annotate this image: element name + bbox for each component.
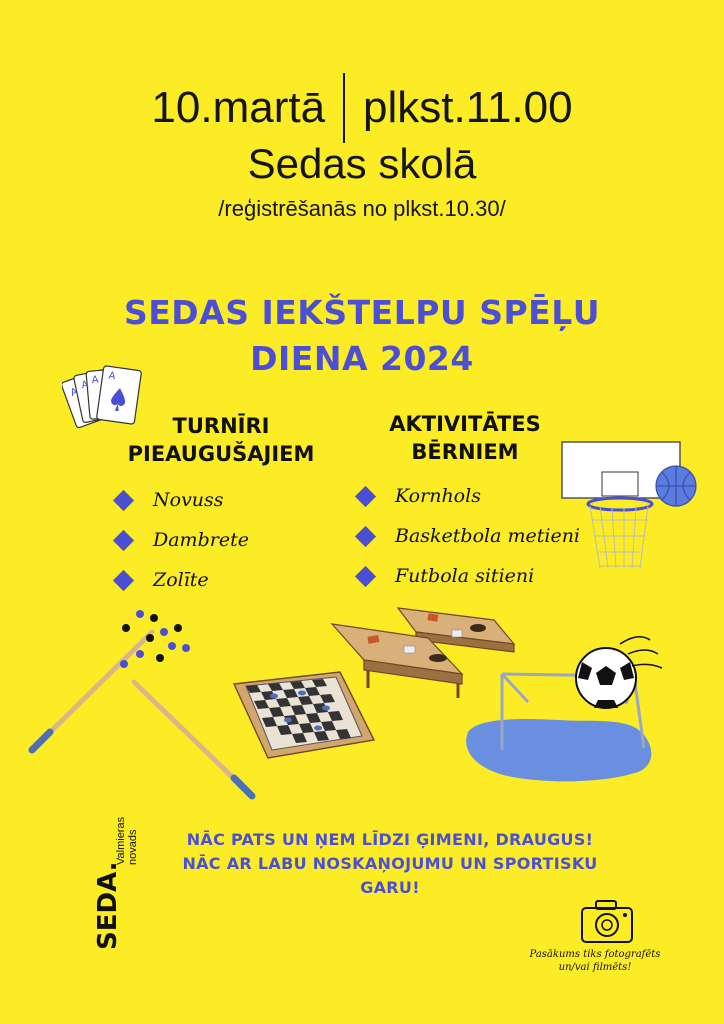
photo-notice-line2: un/vai filmēts! (558, 962, 632, 973)
svg-text:A: A (80, 379, 90, 392)
basketball-hoop-icon (560, 440, 700, 575)
call-to-action (150, 828, 630, 900)
logo-name: SEDA. (93, 861, 123, 950)
activity-item-label: Futbola sitieni (395, 565, 535, 587)
event-venue: Sedas skolā (247, 140, 477, 187)
event-title-line1: SEDAS IEKŠTELPU SPĒĻU (123, 293, 601, 332)
activities-heading-line1: AKTIVITĀTES (389, 412, 541, 436)
event-time: plkst.11.00 (363, 83, 573, 132)
tournaments-heading-line1: TURNĪRI (172, 414, 270, 438)
tournaments-list (116, 480, 316, 600)
diamond-bullet-icon (355, 525, 376, 546)
activity-item-label: Basketbola metieni (395, 525, 581, 547)
list-item (116, 520, 316, 560)
svg-text:A: A (107, 370, 117, 383)
tournament-item-label: Novuss (153, 489, 224, 511)
diamond-bullet-icon (355, 485, 376, 506)
diamond-bullet-icon (113, 569, 134, 590)
svg-text:A: A (91, 374, 100, 387)
tournaments-heading (96, 412, 346, 468)
event-date: 10.martā (151, 83, 326, 132)
registration-note: /reģistrēšanās no plkst.10.30/ (218, 196, 506, 221)
date-time-divider (343, 73, 345, 143)
date-time-row (0, 72, 724, 144)
svg-text:A: A (69, 386, 80, 400)
checkers-board-icon (228, 668, 378, 763)
diamond-bullet-icon (355, 565, 376, 586)
cta-line1: NĀC PATS UN ŅEM LĪDZI ĢIMENI, DRAUGUS! (186, 830, 594, 849)
photo-notice (520, 948, 670, 974)
photo-notice-line1: Pasākums tiks fotografēts (529, 949, 661, 960)
seda-logo (93, 770, 139, 950)
cta-line2: NĀC AR LABU NOSKAŅOJUMU UN SPORTISKU (182, 854, 598, 873)
cta-line3: GARU! (360, 878, 420, 897)
tournaments-heading-line2: PIEAUGUŠAJIEM (127, 442, 315, 466)
list-item (116, 560, 316, 600)
activities-heading-line2: BĒRNIEM (411, 440, 519, 464)
tournament-item-label: Dambrete (153, 529, 249, 551)
logo-region-line2: novads (127, 829, 139, 865)
activities-heading (350, 410, 580, 466)
camera-icon (578, 896, 636, 946)
list-item (116, 480, 316, 520)
soccer-goal-icon (458, 622, 668, 792)
activity-item-label: Kornhols (395, 485, 481, 507)
logo-region-line1: Valmieras (115, 816, 127, 865)
event-title-line2: DIENA 2024 (250, 339, 474, 378)
diamond-bullet-icon (113, 529, 134, 550)
tournament-item-label: Zolīte (153, 569, 209, 591)
diamond-bullet-icon (113, 489, 134, 510)
logo-region (115, 775, 139, 865)
